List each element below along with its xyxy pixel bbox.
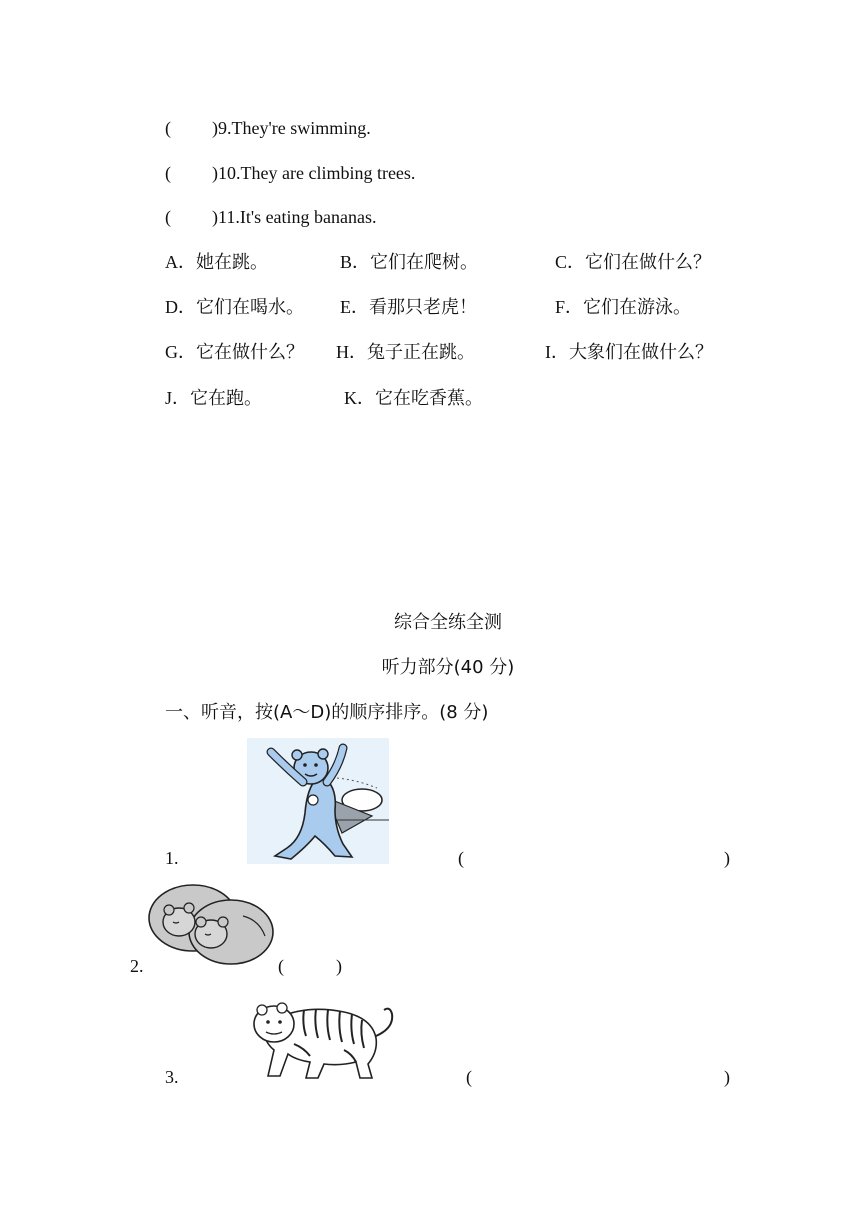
item-1-number: 1.	[165, 848, 179, 868]
walking-tiger-icon	[244, 990, 404, 1084]
question-10-text: )10.They are climbing trees.	[212, 163, 416, 183]
test-subtitle: 听力部分(40 分)	[381, 657, 515, 678]
item-3-close-paren: )	[724, 1067, 730, 1087]
option-d: D．它们在喝水。	[165, 297, 304, 317]
question-9-text: )9.They're swimming.	[212, 118, 371, 138]
item-1-open-paren: (	[458, 848, 464, 868]
option-f: F．它们在游泳。	[555, 297, 692, 317]
item-3-open-paren: (	[466, 1067, 472, 1087]
option-e: E．看那只老虎！	[340, 297, 477, 317]
question-9-open-paren: (	[165, 118, 171, 138]
option-j: J．它在跑。	[165, 388, 263, 408]
question-11-text: )11.It's eating bananas.	[212, 207, 377, 227]
jumping-bear-icon	[247, 738, 389, 864]
test-title: 综合全练全测	[394, 612, 502, 633]
option-i: I．大象们在做什么？	[545, 342, 713, 362]
option-b: B．它们在爬树。	[340, 252, 479, 272]
section-1-heading: 一、听音，按(A～D)的顺序排序。(8 分)	[165, 702, 489, 723]
item-2-number: 2.	[130, 956, 144, 976]
item-2-open-paren: (	[278, 956, 284, 976]
item-3-number: 3.	[165, 1067, 179, 1087]
option-k: K．它在吃香蕉。	[344, 388, 483, 408]
item-2-close-paren: )	[336, 956, 342, 976]
question-11-open-paren: (	[165, 207, 171, 227]
option-h: H．兔子正在跳。	[336, 342, 475, 362]
question-10-open-paren: (	[165, 163, 171, 183]
option-a: A．她在跳。	[165, 252, 268, 272]
item-1-close-paren: )	[724, 848, 730, 868]
option-g: G．它在做什么？	[165, 342, 304, 362]
option-c: C．它们在做什么？	[555, 252, 712, 272]
sleeping-bears-icon	[143, 876, 279, 970]
